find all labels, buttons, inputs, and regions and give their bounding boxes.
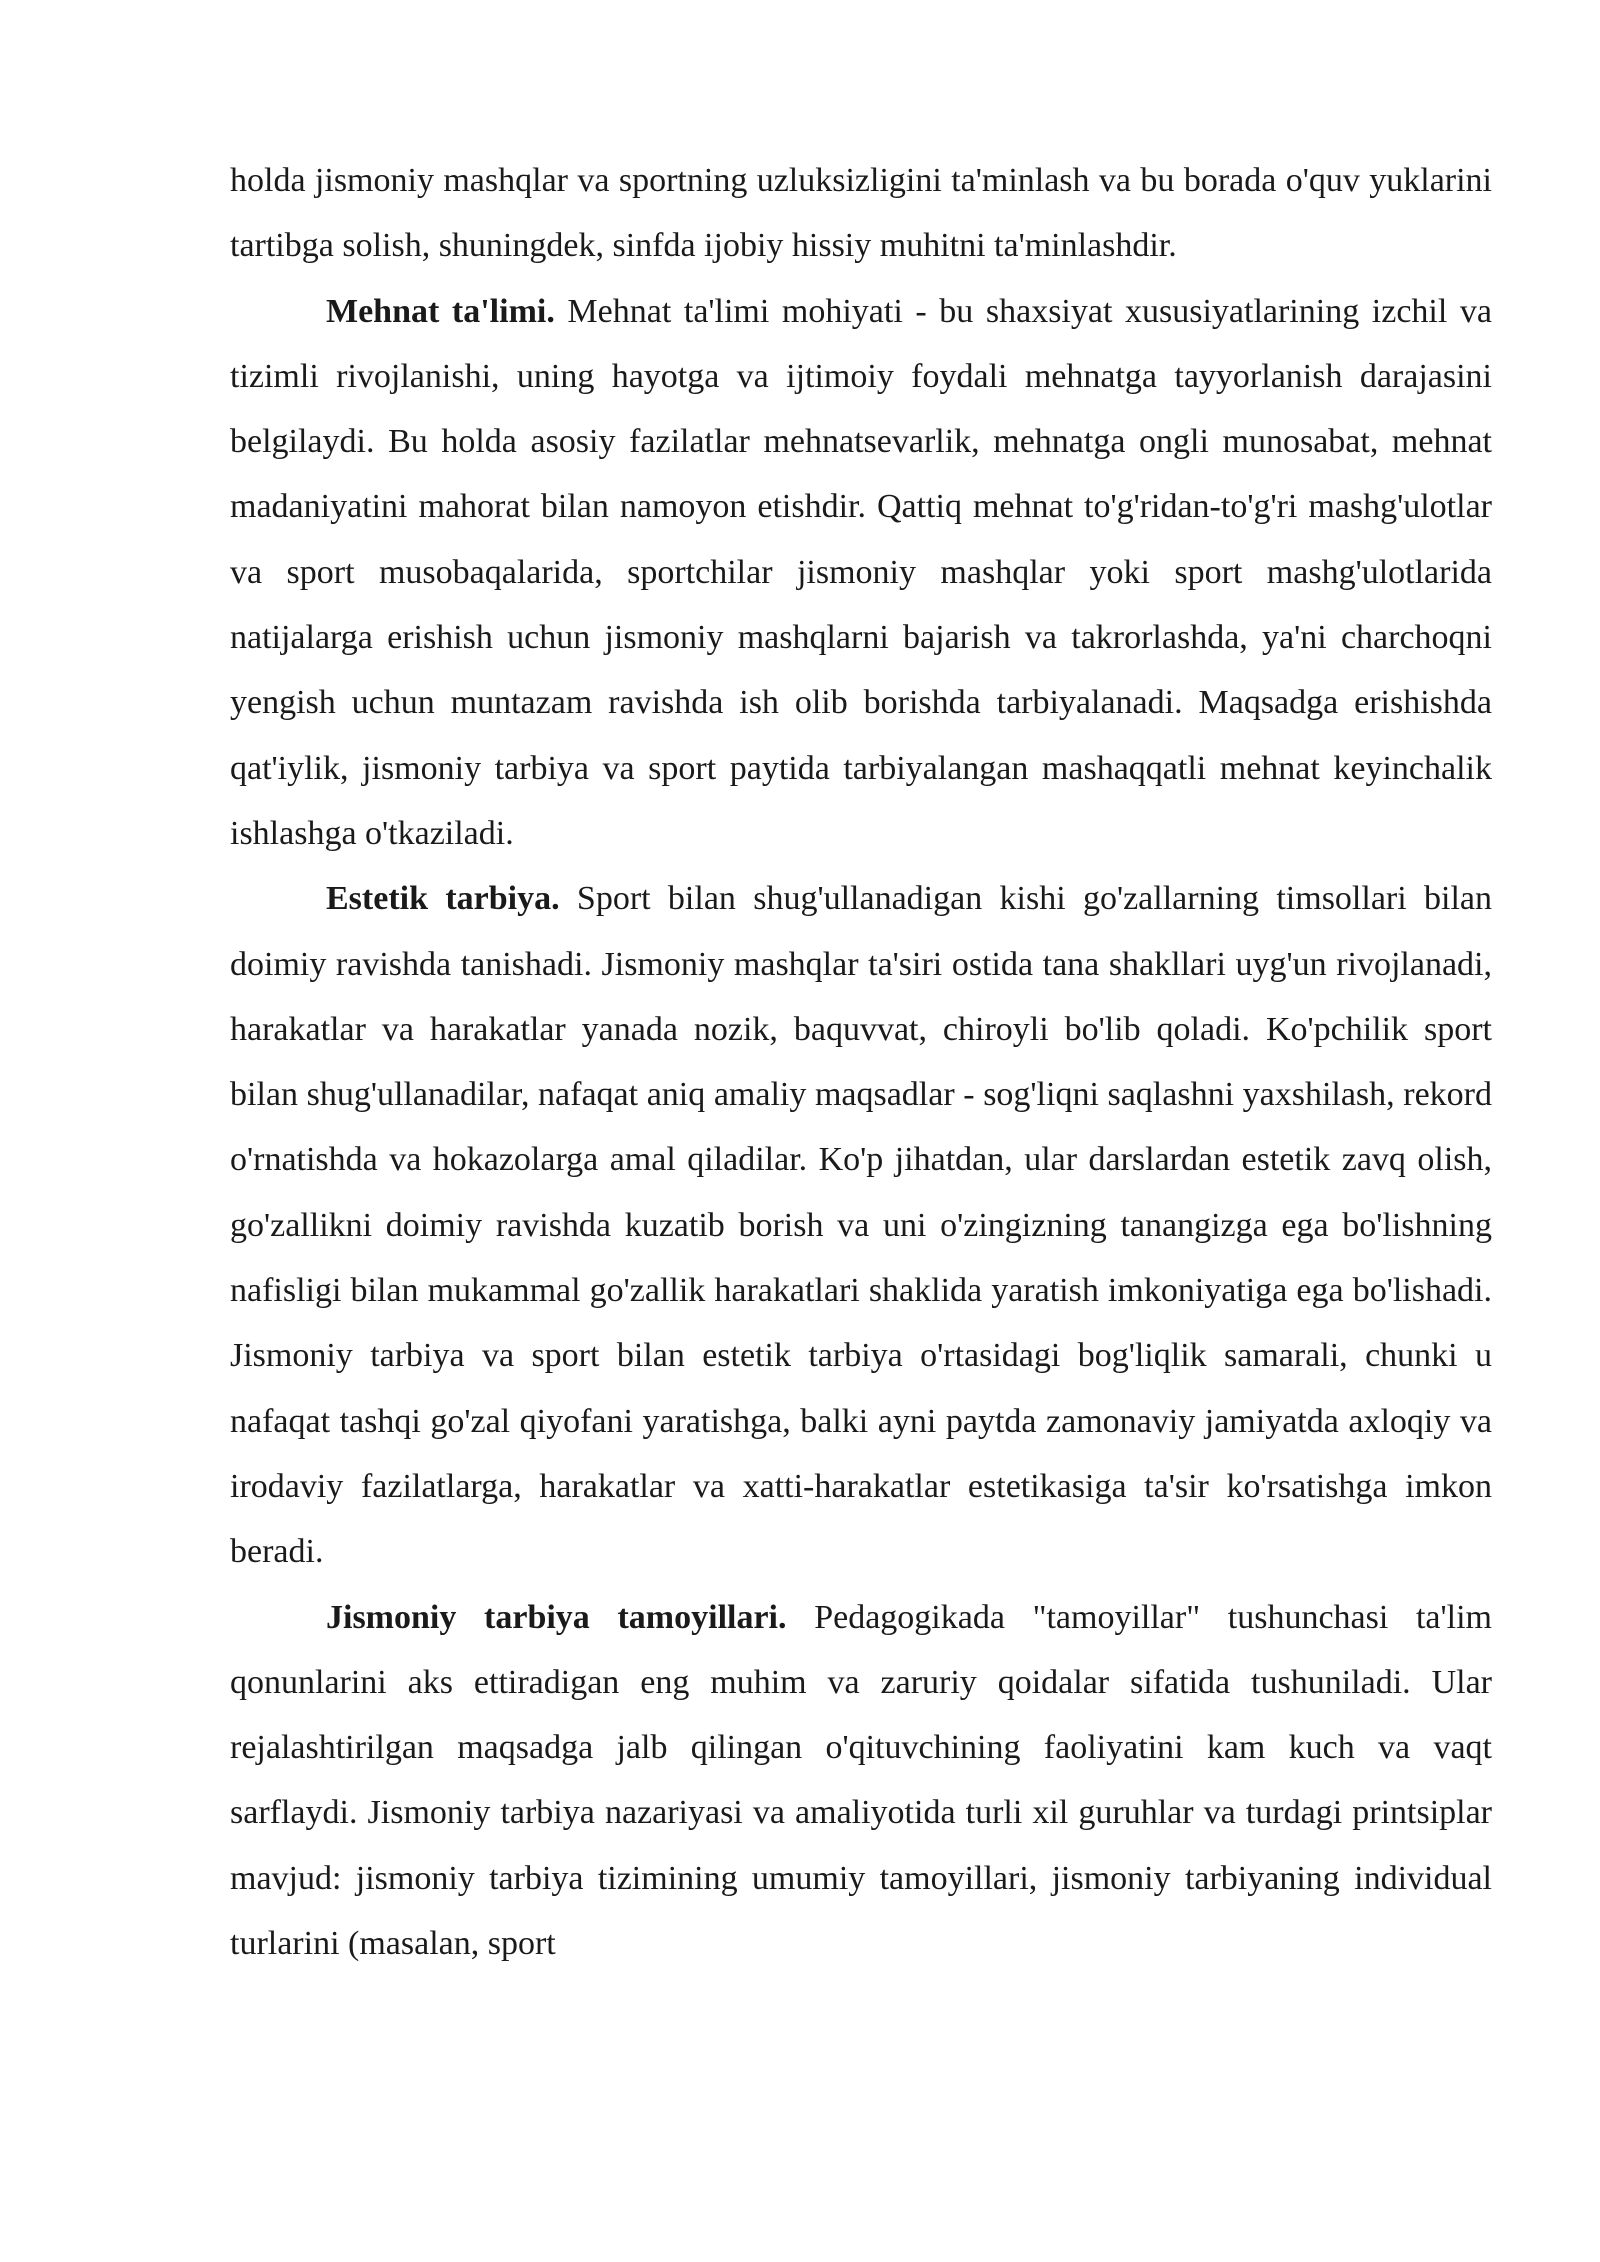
paragraph-heading: Estetik tarbiya. (326, 880, 560, 918)
document-page (230, 148, 1492, 1976)
paragraph-text: Sport bilan shug'ullanadigan kishi go'zallarning timsollari bilan doimiy ravishda tanishadi. Jismoniy mashqlar ta'siri ostida tana shakllari uyg'un rivojlanadi, harakatlar va harakatlar yanada nozik, baquvvat, chiroyli bo'lib qoladi. Ko'pchilik sport bilan shug'ullanadilar, nafaqat aniq amaliy maqsadlar - sog'liqni saqlashni yaxshilash, rekord o'rnatishda va hokazolarga amal qiladilar. Ko'p jihatdan, ular darslardan estetik zavq olish, go'zallikni doimiy ravishda kuzatib borish va uni o'zingizning tanangizga ega bo'lishning nafisligi bilan mukammal go'zallik harakatlari shaklida yaratish imkoniyatiga ega bo'lishadi. Jismoniy tarbiya va sport bilan estetik tarbiya o'rtasidagi bog'liqlik samarali, chunki u nafaqat tashqi go'zal qiyofani yaratishga, balki ayni paytda zamonaviy jamiyatda axloqiy va irodaviy fazilatlarga, harakatlar va xatti-harakatlar estetikasiga ta'sir ko'rsatishga imkon beradi. (230, 880, 1492, 1571)
paragraph-heading: Mehnat ta'limi. (326, 292, 555, 330)
paragraph-heading: Jismoniy tarbiya tamoyillari. (326, 1598, 787, 1636)
paragraph-jismoniy-tarbiya-tamoyillari (230, 1585, 1492, 1977)
paragraph-mehnat-talimi (230, 279, 1492, 867)
paragraph-text: Pedagogikada "tamoyillar" tushunchasi ta'lim qonunlarini aks ettiradigan eng muhim va zaruriy qoidalar sifatida tushuniladi. Ular rejalashtirilgan maqsadga jalb qilingan o'qituvchining faoliyatini kam kuch va vaqt sarflaydi. Jismoniy tarbiya nazariyasi va amaliyotida turli xil guruhlar va turdagi printsiplar mavjud: jismoniy tarbiya tizimining umumiy tamoyillari, jismoniy tarbiyaning individual turlarini (masalan, sport (230, 1598, 1492, 1963)
paragraph-text: holda jismoniy mashqlar va sportning uzluksizligini ta'minlash va bu borada o'quv yuklarini tartibga solish, shuningdek, sinfda ijobiy hissiy muhitni ta'minlashdir. (230, 162, 1492, 265)
paragraph-continuation (230, 148, 1492, 279)
paragraph-estetik-tarbiya (230, 866, 1492, 1584)
paragraph-text: Mehnat ta'limi mohiyati - bu shaxsiyat xususiyatlarining izchil va tizimli rivojlanishi, uning hayotga va ijtimoiy foydali mehnatga tayyorlanish darajasini belgilaydi. Bu holda asosiy fazilatlar mehnatsevarlik, mehnatga ongli munosabat, mehnat madaniyatini mahorat bilan namoyon etishdir. Qattiq mehnat to'g'ridan-to'g'ri mashg'ulotlar va sport musobaqalarida, sportchilar jismoniy mashqlar yoki sport mashg'ulotlarida natijalarga erishish uchun jismoniy mashqlarni bajarish va takrorlashda, ya'ni charchoqni yengish uchun muntazam ravishda ish olib borishda tarbiyalanadi. Maqsadga erishishda qat'iylik, jismoniy tarbiya va sport paytida tarbiyalangan mashaqqatli mehnat keyinchalik ishlashga o'tkaziladi. (230, 292, 1492, 852)
